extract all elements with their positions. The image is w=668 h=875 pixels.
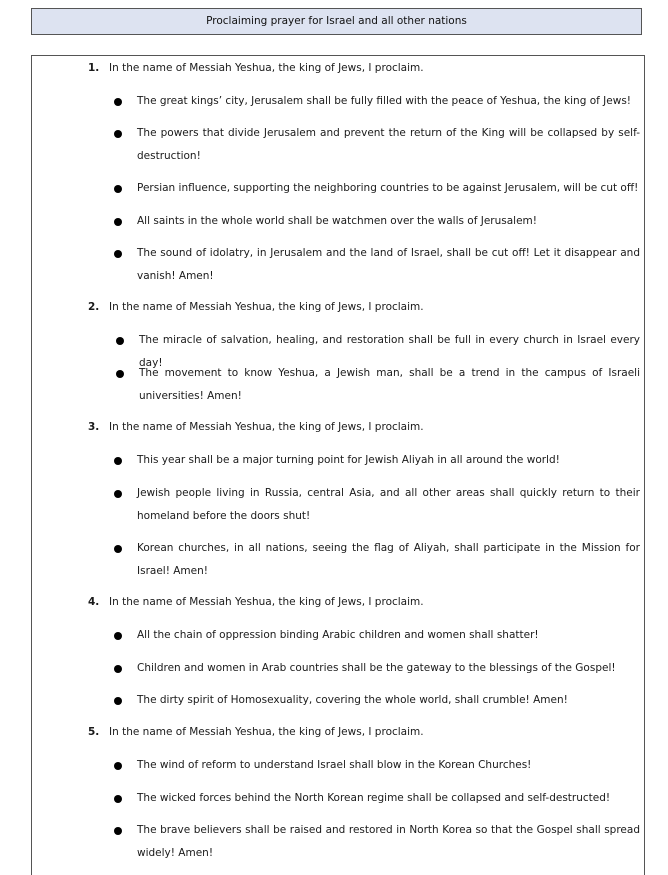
section-heading: In the name of Messiah Yeshua, the king of Jews, I proclaim. bbox=[109, 301, 424, 313]
bullet-item: The wicked forces behind the North Korean regime shall be collapsed and self-destructed! bbox=[137, 792, 611, 804]
section-heading: In the name of Messiah Yeshua, the king of Jews, I proclaim. bbox=[109, 596, 424, 608]
bullet-item: The miracle of salvation, healing, and restoration shall be full in every church in Israel every day! bbox=[139, 334, 640, 369]
bullet-item: The powers that divide Jerusalem and prevent the return of the King will be collapsed by self-destruction! bbox=[137, 127, 640, 162]
bullet-item: Persian influence, supporting the neighboring countries to be against Jerusalem, will be cut off! bbox=[137, 182, 639, 194]
bullet-item: The movement to know Yeshua, a Jewish man, shall be a trend in the campus of Israeli universities! Amen! bbox=[139, 367, 640, 402]
bullet-dot-icon bbox=[114, 250, 122, 258]
bullet-dot-icon bbox=[114, 185, 122, 193]
bullet-item: Jewish people living in Russia, central Asia, and all other areas shall quickly return to their homeland before the doors shut! bbox=[137, 487, 640, 522]
bullet-dot-icon bbox=[114, 665, 122, 673]
section-heading: In the name of Messiah Yeshua, the king of Jews, I proclaim. bbox=[109, 421, 424, 433]
bullet-item: The dirty spirit of Homosexuality, covering the whole world, shall crumble! Amen! bbox=[137, 694, 568, 706]
bullet-dot-icon bbox=[114, 632, 122, 640]
bullet-dot-icon bbox=[114, 490, 122, 498]
bullet-item: The brave believers shall be raised and restored in North Korea so that the Gospel shall spread widely! Amen! bbox=[137, 824, 640, 859]
bullet-item: All the chain of oppression binding Arabic children and women shall shatter! bbox=[137, 629, 539, 641]
bullet-dot-icon bbox=[114, 130, 122, 138]
bullet-item: Children and women in Arab countries shall be the gateway to the blessings of the Gospel! bbox=[137, 662, 616, 674]
document-title: Proclaiming prayer for Israel and all other nations bbox=[31, 8, 642, 35]
bullet-dot-icon bbox=[114, 457, 122, 465]
bullet-dot-icon bbox=[114, 795, 122, 803]
bullet-dot-icon bbox=[114, 545, 122, 553]
bullet-dot-icon bbox=[114, 98, 122, 106]
section-number: 3. bbox=[88, 421, 100, 433]
section-heading: In the name of Messiah Yeshua, the king of Jews, I proclaim. bbox=[109, 62, 424, 74]
bullet-item: The wind of reform to understand Israel shall blow in the Korean Churches! bbox=[137, 759, 532, 771]
bullet-item: This year shall be a major turning point for Jewish Aliyah in all around the world! bbox=[137, 454, 560, 466]
bullet-item: All saints in the whole world shall be watchmen over the walls of Jerusalem! bbox=[137, 215, 537, 227]
bullet-dot-icon bbox=[114, 218, 122, 226]
section-number: 1. bbox=[88, 62, 100, 74]
bullet-item: The great kings’ city, Jerusalem shall be fully filled with the peace of Yeshua, the king of Jews! bbox=[137, 95, 631, 107]
section-heading: In the name of Messiah Yeshua, the king of Jews, I proclaim. bbox=[109, 726, 424, 738]
section-number: 2. bbox=[88, 301, 100, 313]
section-number: 4. bbox=[88, 596, 100, 608]
prayer-list-box bbox=[31, 55, 645, 875]
bullet-item: The sound of idolatry, in Jerusalem and the land of Israel, shall be cut off! Let it disappear and vanish! Amen! bbox=[137, 247, 640, 282]
bullet-dot-icon bbox=[114, 697, 122, 705]
bullet-dot-icon bbox=[116, 337, 124, 345]
bullet-dot-icon bbox=[116, 370, 124, 378]
bullet-item: Korean churches, in all nations, seeing the flag of Aliyah, shall participate in the Mission for Israel! Amen! bbox=[137, 542, 640, 577]
section-number: 5. bbox=[88, 726, 100, 738]
bullet-dot-icon bbox=[114, 827, 122, 835]
bullet-dot-icon bbox=[114, 762, 122, 770]
